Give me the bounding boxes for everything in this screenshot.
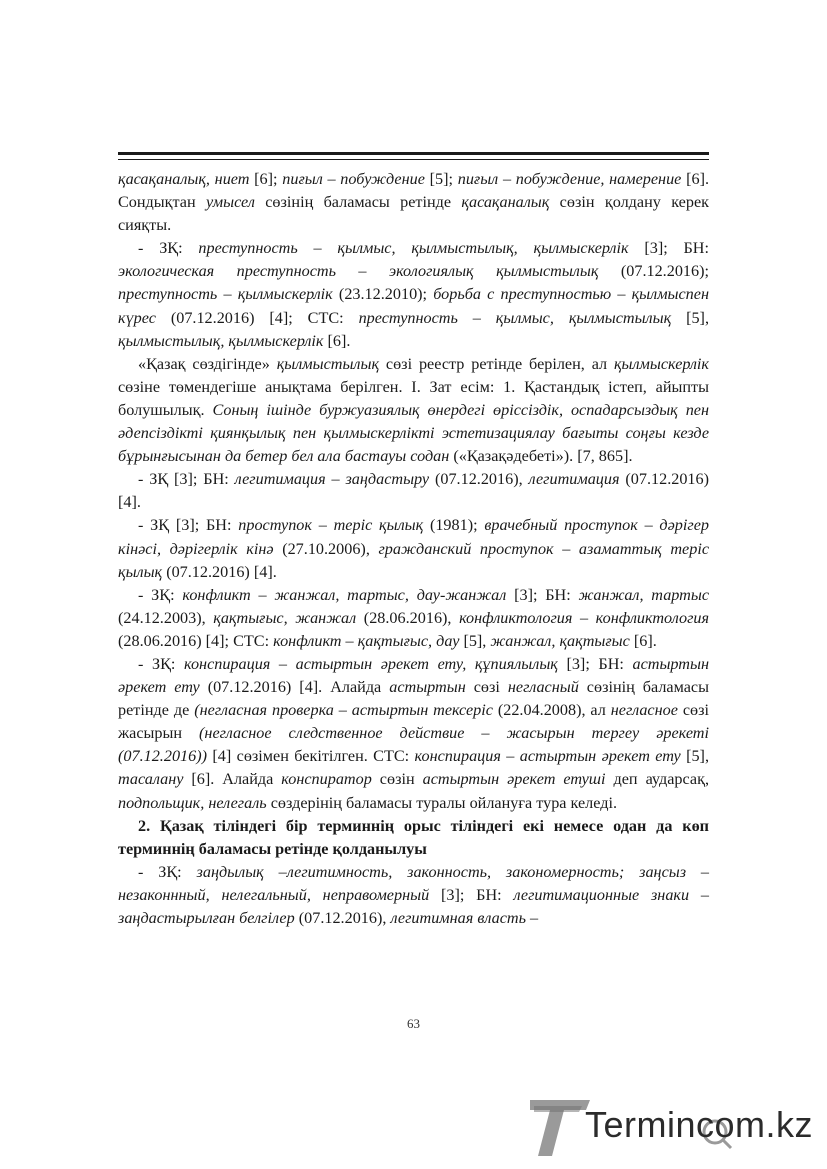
paragraph bbox=[118, 584, 709, 653]
text-run: [5], bbox=[680, 747, 709, 766]
italic-term: жанжал, тартыс bbox=[578, 585, 710, 604]
text-run: - ЗҚ: bbox=[138, 862, 197, 881]
text-run: сөзін қолдану керек сияқты. bbox=[118, 193, 709, 235]
text-run: [5], bbox=[459, 631, 491, 650]
text-run: (23.12.2010); bbox=[332, 285, 434, 304]
text-run: [6]. bbox=[323, 331, 351, 350]
text-run: (07.12.2016) [4]; СТС: bbox=[155, 308, 359, 327]
text-run: сөзін bbox=[371, 770, 423, 789]
text-run: (28.06.2016), bbox=[356, 608, 460, 627]
text-run: (07.12.2016); bbox=[598, 262, 709, 281]
text-run: (07.12.2016), bbox=[294, 909, 391, 927]
text-run: [6]. Алайда bbox=[183, 770, 282, 789]
italic-term: гражданский проступок – азаматтық теріс қылық bbox=[118, 539, 710, 581]
section-heading bbox=[118, 815, 709, 861]
italic-term: пиғыл – побуждение, намерение bbox=[457, 170, 682, 188]
text-run: (07.12.2016), bbox=[429, 470, 529, 489]
text-run: 2. Қазақ тіліндегі бір терминнің орыс тіліндегі екі немесе одан да көп терминнің баламасы ретінде қолданылуы bbox=[118, 816, 709, 858]
paragraph bbox=[118, 237, 709, 352]
italic-term: подпольщик, нелегаль bbox=[118, 793, 267, 812]
italic-term: (негласное следственное действие – жасырын тергеу әрекеті (07.12.2016)) bbox=[118, 724, 709, 766]
logo-text: Termincom.kz bbox=[585, 1104, 814, 1145]
italic-term: конспирация – астыртын әрекет ету, құпиялылық bbox=[183, 654, 558, 673]
italic-term: легитимационные знаки – заңдастырылған белгілер bbox=[118, 885, 709, 927]
italic-term: қылмыстылық, қылмыскерлік bbox=[118, 331, 324, 350]
text-run: [5], bbox=[671, 308, 709, 327]
text-run: - ЗҚ [3]; БН: bbox=[138, 470, 235, 489]
italic-term: конфликт – қақтығыс, дау bbox=[273, 631, 460, 650]
termincom-logo[interactable] bbox=[530, 1092, 815, 1162]
italic-term: преступность – қылмыс, қылмыстылық, қылмыскерлік bbox=[198, 239, 629, 258]
text-run: (07.12.2016) [4]. bbox=[118, 470, 710, 512]
page-number: 63 bbox=[407, 1016, 420, 1031]
italic-term: қылмыстылық bbox=[276, 354, 380, 373]
italic-term: қылмыскерлік bbox=[613, 354, 709, 373]
paragraph bbox=[118, 353, 709, 468]
text-run: (07.12.2016) [4]. bbox=[162, 562, 277, 581]
italic-term: легитимация bbox=[528, 470, 620, 489]
text-run: [6]. bbox=[629, 631, 657, 650]
header-rule-thin bbox=[118, 159, 709, 160]
italic-term: қасақаналық bbox=[461, 193, 550, 212]
italic-term: легитимация – заңдастыру bbox=[234, 470, 430, 489]
italic-term: жанжал, қақтығыс bbox=[490, 631, 630, 650]
italic-term: преступность – қылмыс, қылмыстылық bbox=[358, 308, 672, 327]
italic-term: конфликт – жанжал, тартыс, дау-жанжал bbox=[182, 585, 507, 604]
header-rule-thick bbox=[118, 152, 709, 155]
paragraph bbox=[118, 514, 709, 583]
paragraph bbox=[118, 653, 709, 815]
text-run: [5]; bbox=[424, 170, 458, 188]
text-run: [6]; bbox=[249, 170, 283, 188]
text-run: - ЗҚ: bbox=[138, 585, 183, 604]
italic-term: тасалану bbox=[118, 770, 184, 789]
text-run: сөзі реестр ретінде берілен, ал bbox=[379, 354, 614, 373]
italic-term: астыртын әрекет етуші bbox=[422, 770, 606, 789]
text-run: - ЗҚ: bbox=[138, 654, 184, 673]
text-run: сөздерінің баламасы туралы ойлануға тура келеді. bbox=[266, 793, 617, 812]
italic-term: легитимная власть – bbox=[390, 909, 539, 927]
text-run: (07.12.2016) [4]. Алайда bbox=[199, 678, 390, 697]
text-run: [4] сөзімен бекітілген. СТС: bbox=[207, 747, 415, 766]
italic-term: (негласная проверка – астыртын тексеріс bbox=[194, 701, 493, 720]
text-run: (1981); bbox=[423, 516, 485, 535]
italic-term: борьба с преступностью – қылмыспен күрес bbox=[118, 285, 709, 327]
italic-term: заңдылық –легитимность, законность, закономерность; заңсыз – незаконнный, нелегальный, неправомерный bbox=[118, 862, 709, 904]
text-run: (28.06.2016) [4]; СТС: bbox=[118, 631, 274, 650]
italic-term: астыртын әрекет ету bbox=[118, 654, 709, 697]
text-run: сөзінің баламасы ретінде bbox=[254, 193, 462, 212]
text-run: (24.12.2003), bbox=[118, 608, 214, 627]
text-run: деп аударсақ, bbox=[605, 770, 709, 789]
text-run: «Қазақ сөздігінде» bbox=[138, 354, 277, 373]
text-run: сөзінің баламасы ретінде де bbox=[118, 678, 709, 720]
text-run: [3]; БН: bbox=[429, 885, 514, 904]
italic-term: конспирация – астыртын әрекет ету bbox=[414, 747, 681, 766]
italic-term: экологическая преступность – экологиялық қылмыстылық bbox=[118, 262, 599, 281]
italic-term: конфликтология – конфликтология bbox=[459, 608, 710, 627]
paragraph bbox=[118, 168, 709, 237]
text-run: (22.04.2008), ал bbox=[492, 701, 611, 720]
italic-term: умысел bbox=[206, 193, 255, 212]
text-run: (27.10.2006), bbox=[273, 539, 379, 558]
italic-term: преступность – қылмыскерлік bbox=[118, 285, 333, 304]
italic-term: проступок – теріс қылық bbox=[238, 516, 424, 535]
italic-term: пиғыл – побуждение bbox=[282, 170, 425, 188]
text-run: [3]; БН: bbox=[506, 585, 579, 604]
paragraph bbox=[118, 861, 709, 930]
text-run: сөзіне төмендегіше анықтама берілген. І. Зат есім: 1. Қастандық істеп, айыпты болушылық. bbox=[118, 377, 709, 419]
text-run: [3]; БН: bbox=[628, 239, 709, 258]
italic-term: негласное bbox=[610, 701, 678, 720]
body-text bbox=[118, 168, 709, 930]
text-run: [3]; БН: bbox=[557, 654, 633, 673]
text-run: («Қазақәдебеті»). [7, 865]. bbox=[449, 447, 633, 466]
italic-term: конспиратор bbox=[281, 770, 372, 789]
text-run: сөзі bbox=[465, 678, 508, 697]
paragraph bbox=[118, 468, 709, 514]
italic-term: қасақаналық, ниет bbox=[118, 170, 250, 188]
text-run: - ЗҚ [3]; БН: bbox=[138, 516, 239, 535]
text-run: сөзі жасырын bbox=[118, 701, 710, 743]
italic-term: қақтығыс, жанжал bbox=[213, 608, 357, 627]
italic-term: врачебный проступок – дәрігер кінәсі, дәрігерлік кінә bbox=[118, 516, 709, 558]
italic-term: Соның ішінде буржуазиялық өнердегі өріссіздік, оспадарсыздық пен әдепсіздікті қиянқылық пен қылмыскерлікті эстетизациялау бағыты соңғы кезде бұрынғысынан да бетер бел ала бастауы содан bbox=[118, 400, 709, 466]
italic-term: астыртын bbox=[389, 678, 466, 697]
italic-term: негласный bbox=[507, 678, 579, 697]
text-run: - ЗҚ: bbox=[138, 239, 199, 258]
text-run: [6]. Сондықтан bbox=[118, 170, 710, 212]
